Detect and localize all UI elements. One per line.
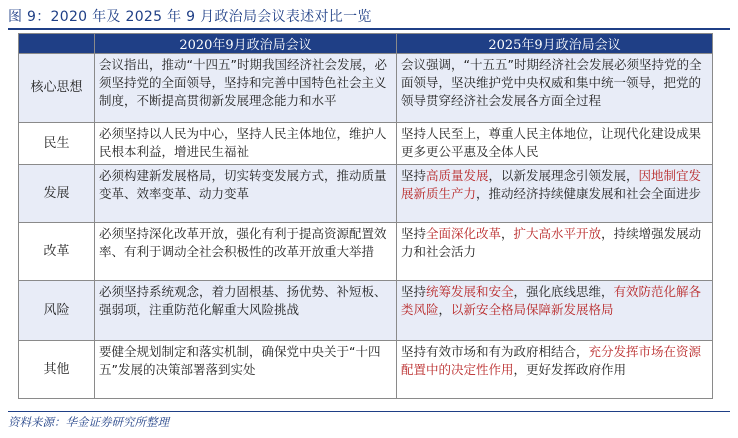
highlighted-text: 扩大高水平开放 — [513, 226, 602, 241]
figure-title: 图 9：2020 年及 2025 年 9 月政治局会议表述对比一览 — [8, 9, 372, 25]
table-row — [19, 123, 713, 165]
highlighted-text: 充分发挥市场在资源配置中的决定性作用 — [401, 344, 702, 377]
cell-text: ，持续增强发展动力和社会活力 — [401, 226, 702, 259]
cell-2020: 要健全规划制定和落实机制，确保党中央关于“十四五”发展的决策部署落到实处 — [95, 341, 397, 399]
row-category: 改革 — [19, 223, 95, 281]
table-row — [19, 281, 713, 341]
cell-text: 坚持 — [401, 168, 427, 183]
cell-2020: 必须坚持深化改革开放，强化有利于提高资源配置效率、有利于调动全社会积极性的改革开放重大举措 — [95, 223, 397, 281]
cell-text: ， — [501, 226, 514, 241]
highlighted-text: 全面深化改革 — [426, 226, 502, 241]
title-divider — [8, 28, 730, 30]
footer-divider — [8, 411, 730, 412]
cell-2025 — [397, 223, 713, 281]
cell-text: ，以新发展理念引领发展， — [488, 168, 639, 183]
source-note: 资料来源：华金证券研究所整理 — [8, 415, 169, 429]
highlighted-text: 因地制宜发展新质生产力 — [401, 168, 702, 201]
cell-text: ，推动经济持续健康发展和社会全面进步 — [476, 186, 702, 201]
comparison-table — [18, 33, 713, 399]
header-category — [19, 34, 95, 54]
cell-2020: 会议指出，推动“十四五”时期我国经济社会发展，必须坚持党的全面领导，坚持和完善中国特色社会主义制度，不断提高贯彻新发展理念能力和水平 — [95, 54, 397, 123]
cell-text: 坚持有效市场和有为政府相结合， — [401, 344, 589, 359]
highlighted-text: 统筹发展和安全 — [426, 284, 514, 299]
cell-text: ，强化底线思维， — [513, 284, 614, 299]
cell-text: 坚持 — [401, 226, 427, 241]
highlighted-text: 高质量发展 — [426, 168, 489, 183]
table-row — [19, 54, 713, 123]
cell-2020: 必须坚持系统观念，着力固根基、扬优势、补短板、强弱项，注重防范化解重大风险挑战 — [95, 281, 397, 341]
cell-2025 — [397, 165, 713, 223]
cell-2025 — [397, 341, 713, 399]
header-2020: 2020年9月政治局会议 — [95, 34, 397, 54]
row-category: 其他 — [19, 341, 95, 399]
cell-text: ，更好发挥政府作用 — [513, 362, 627, 377]
row-category: 风险 — [19, 281, 95, 341]
table-row — [19, 165, 713, 223]
cell-2025 — [397, 281, 713, 341]
cell-2020: 必须坚持以人民为中心，坚持人民主体地位，维护人民根本利益，增进民生福祉 — [95, 123, 397, 165]
cell-2020: 必须构建新发展格局，切实转变发展方式，推动质量变革、效率变革、动力变革 — [95, 165, 397, 223]
table-header-row — [19, 34, 713, 54]
row-category: 民生 — [19, 123, 95, 165]
cell-text: ， — [438, 302, 452, 317]
table-row — [19, 223, 713, 281]
cell-text: 坚持 — [401, 284, 427, 299]
table-row — [19, 341, 713, 399]
cell-2025: 会议强调，“十五五”时期经济社会发展必须坚持党的全面领导，坚决维护党中央权威和集中统一领导，把党的领导贯穿经济社会发展各方面全过程 — [397, 54, 713, 123]
highlighted-text: 有效防范化解各类风险 — [401, 284, 702, 317]
highlighted-text: 以新安全格局保障新发展格局 — [451, 302, 614, 317]
cell-2025: 坚持人民至上，尊重人民主体地位，让现代化建设成果更多更公平惠及全体人民 — [397, 123, 713, 165]
row-category: 发展 — [19, 165, 95, 223]
header-2025: 2025年9月政治局会议 — [397, 34, 713, 54]
row-category: 核心思想 — [19, 54, 95, 123]
